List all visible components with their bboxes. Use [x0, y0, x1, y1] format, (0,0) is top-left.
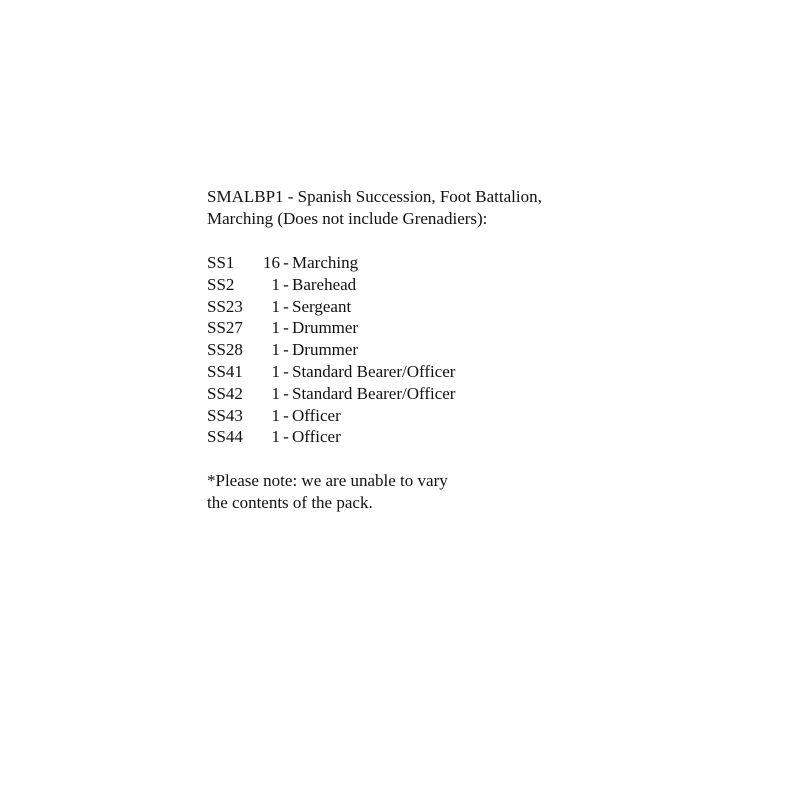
list-item: [207, 405, 627, 427]
item-description: Officer: [292, 405, 341, 425]
pack-contents-document: [207, 186, 627, 514]
item-code: SS43: [207, 405, 243, 425]
item-description: Standard Bearer/Officer: [292, 361, 456, 381]
item-separator: -: [283, 318, 289, 338]
item-description: Drummer: [292, 318, 359, 338]
item-code: SS1: [207, 253, 235, 272]
list-item: [207, 296, 627, 318]
item-code: SS42: [207, 383, 243, 403]
item-code: SS28: [207, 340, 243, 360]
item-quantity: 1: [271, 296, 280, 316]
pack-item-list: [207, 252, 627, 448]
item-code: SS23: [207, 296, 243, 316]
pack-note: [207, 470, 627, 514]
item-description: Marching: [292, 253, 359, 272]
pack-note-line-1: *Please note: we are unable to vary: [207, 471, 448, 491]
item-separator: -: [283, 405, 289, 425]
list-item: [207, 361, 627, 383]
item-separator: -: [283, 274, 289, 294]
pack-heading-line-1: SMALBP1 - Spanish Succession, Foot Battalion,: [207, 187, 542, 206]
item-description: Barehead: [292, 274, 357, 294]
item-quantity: 1: [271, 318, 280, 338]
item-quantity: 1: [271, 405, 280, 425]
list-item: [207, 252, 627, 274]
pack-heading-line-2: Marching (Does not include Grenadiers):: [207, 209, 488, 228]
item-description: Drummer: [292, 340, 359, 360]
list-item: [207, 317, 627, 339]
list-item: [207, 339, 627, 361]
list-item: [207, 426, 627, 448]
item-quantity: 1: [271, 361, 280, 381]
item-separator: -: [283, 253, 289, 272]
item-description: Standard Bearer/Officer: [292, 383, 456, 403]
item-quantity: 1: [271, 340, 280, 360]
item-description: Officer: [292, 427, 341, 447]
item-quantity: 16: [263, 253, 280, 272]
item-separator: -: [283, 361, 289, 381]
item-separator: -: [283, 383, 289, 403]
item-separator: -: [283, 427, 289, 447]
item-separator: -: [283, 296, 289, 316]
item-code: SS44: [207, 427, 243, 447]
item-quantity: 1: [271, 274, 280, 294]
item-description: Sergeant: [292, 296, 352, 316]
item-quantity: 1: [271, 383, 280, 403]
pack-note-line-2: the contents of the pack.: [207, 493, 373, 513]
list-item: [207, 274, 627, 296]
item-quantity: 1: [271, 427, 280, 447]
item-code: SS2: [207, 274, 235, 294]
list-item: [207, 383, 627, 405]
item-code: SS41: [207, 361, 243, 381]
item-code: SS27: [207, 318, 243, 338]
pack-heading: [207, 186, 627, 230]
item-separator: -: [283, 340, 289, 360]
